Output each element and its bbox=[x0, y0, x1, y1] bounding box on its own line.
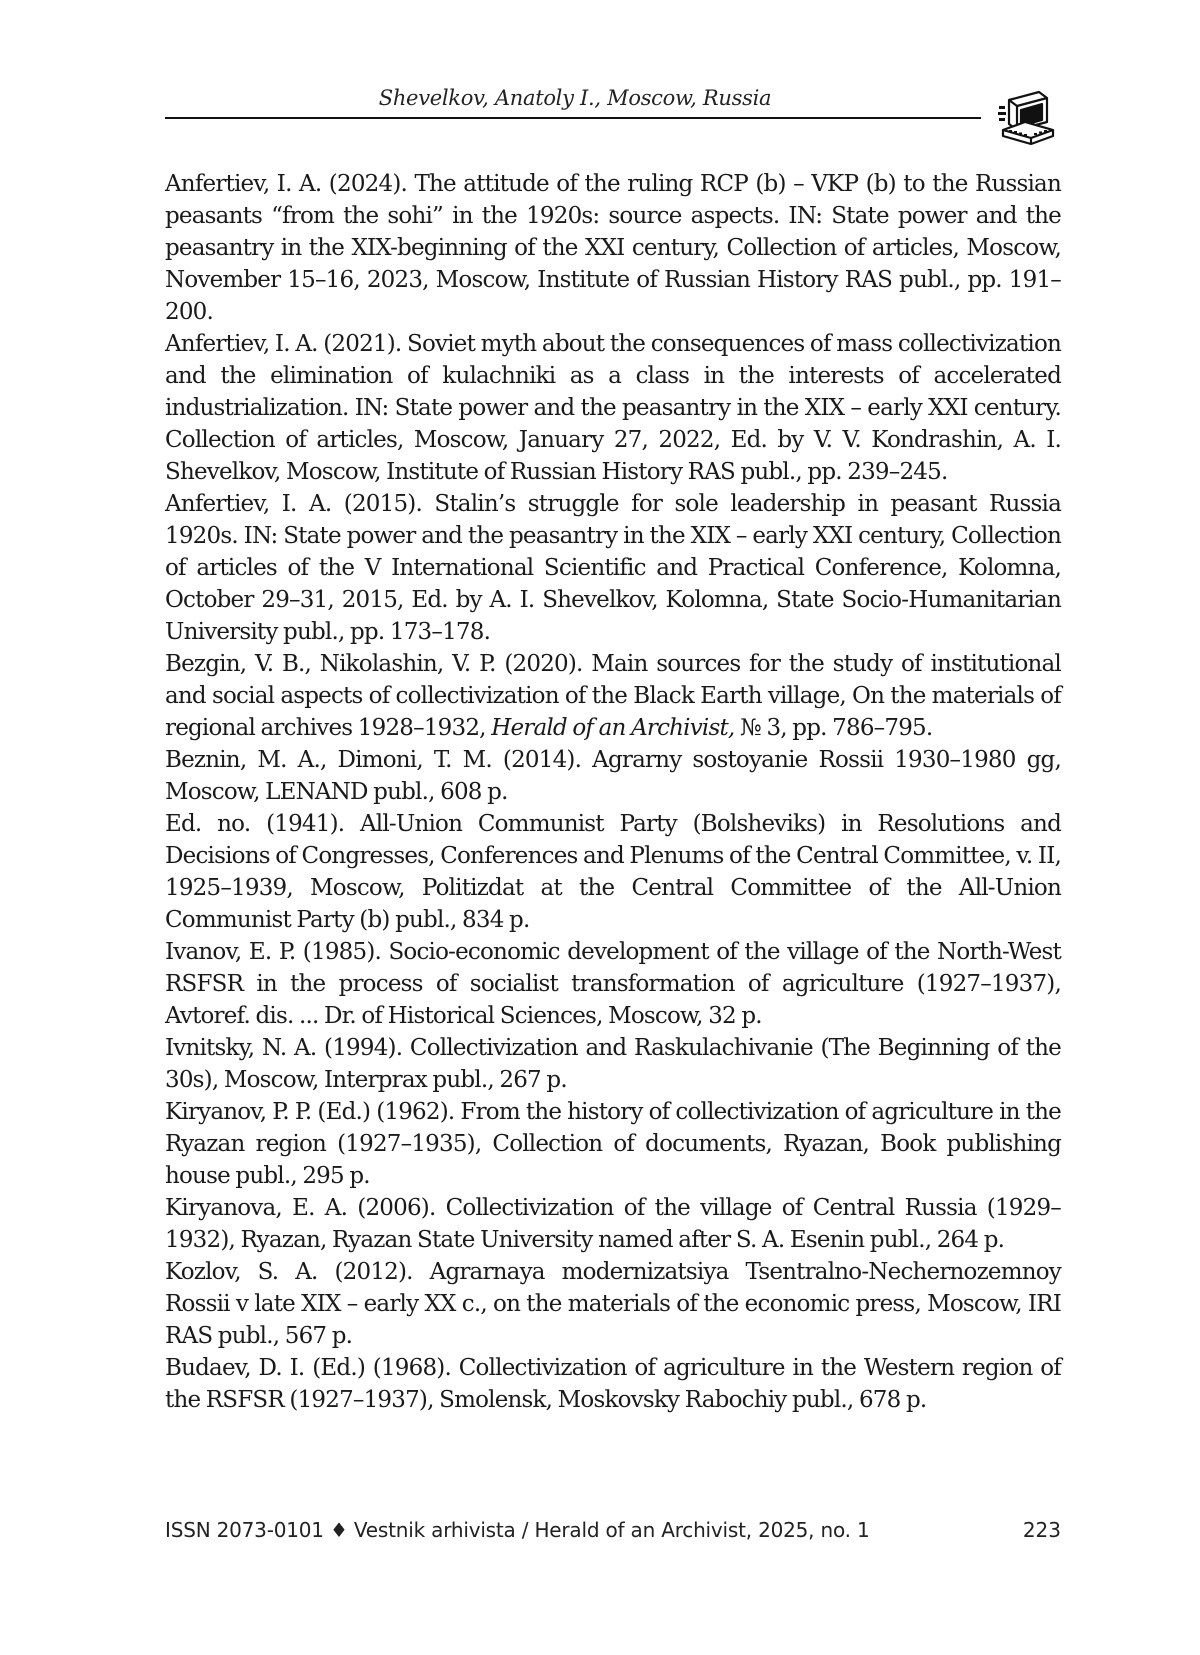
footer-issn-line: ISSN 2073-0101 ♦ Vestnik arhivista / Herald of an Archivist, 2025, no. 1 bbox=[165, 1518, 870, 1542]
reference-item bbox=[165, 648, 1061, 744]
reference-item: Anfertiev, I. A. (2015). Stalin’s struggle for sole leadership in peasant Russia 1920s. IN: State power and the peasantry in the XIX – early XXI century, Collection of articles of the V International Scientific and Practical Conference, Kolomna, October 29–31, 2015, Ed. by A. I. Shevelkov, Kolomna, State Socio-Humanitarian University publ., pp. 173–178. bbox=[165, 491, 1061, 645]
running-header: Shevelkov, Anatoly I., Moscow, Russia bbox=[378, 86, 772, 110]
reference-item: Kiryanov, P. P. (Ed.) (1962). From the history of collectivization of agriculture in the Ryazan region (1927–1935), Collection of documents, Ryazan, Book publishing house publ., 295 p. bbox=[165, 1099, 1061, 1189]
reference-item: Beznin, M. A., Dimoni, T. M. (2014). Agrarny sostoyanie Rossii 1930–1980 gg, Moscow, LENAND publ., 608 p. bbox=[165, 747, 1061, 805]
archive-computer-logo-icon bbox=[995, 86, 1059, 150]
reference-text: № 3, pp. 786–795. bbox=[734, 715, 933, 741]
reference-item: Ed. no. (1941). All-Union Communist Party (Bolsheviks) in Resolutions and Decisions of Congresses, Conferences and Plenums of the Central Committee, v. II, 1925–1939, Moscow, Politizdat at the Central Committee of the All-Union Communist Party (b) publ., 834 p. bbox=[165, 811, 1061, 933]
reference-item: Anfertiev, I. A. (2021). Soviet myth about the consequences of mass collectivization and the elimination of kulachniki as a class in the interests of accelerated industrialization. IN: State power and the peasantry in the XIX – early XXI century. Collection of articles, Moscow, January 27, 2022, Ed. by V. V. Kondrashin, A. I. Shevelkov, Moscow, Institute of Russian History RAS publ., pp. 239–245. bbox=[165, 331, 1061, 485]
reference-text: Bezgin, V. B., Nikolashin, V. P. (2020). Main sources for the study of institutional and social aspects of collectivization of the Black Earth village, On the materials of regional archives 1928–1932, bbox=[165, 651, 1061, 741]
reference-item: Kiryanova, E. A. (2006). Collectivization of the village of Central Russia (1929–1932), Ryazan, Ryazan State University named after S. A. Esenin publ., 264 p. bbox=[165, 1195, 1061, 1253]
reference-list bbox=[165, 168, 1061, 1416]
reference-item: Ivnitsky, N. A. (1994). Collectivization and Raskulachivanie (The Beginning of the 30s), Moscow, Interprax publ., 267 p. bbox=[165, 1035, 1061, 1093]
page-number: 223 bbox=[1022, 1518, 1061, 1542]
journal-title: Herald of an Archivist, bbox=[491, 715, 735, 741]
header-rule bbox=[165, 117, 981, 119]
reference-item: Anfertiev, I. A. (2024). The attitude of the ruling RCP (b) – VKP (b) to the Russian peasants “from the sohi” in the 1920s: source aspects. IN: State power and the peasantry in the XIX-beginning of the XXI century, Collection of articles, Moscow, November 15–16, 2023, Moscow, Institute of Russian History RAS publ., pp. 191–200. bbox=[165, 171, 1061, 325]
reference-item: Ivanov, E. P. (1985). Socio-economic development of the village of the North-West RSFSR in the process of socialist transformation of agriculture (1927–1937), Avtoref. dis. ... Dr. of Historical Sciences, Moscow, 32 p. bbox=[165, 939, 1061, 1029]
reference-item: Budaev, D. I. (Ed.) (1968). Collectivization of agriculture in the Western region of the RSFSR (1927–1937), Smolensk, Moskovsky Rabochiy publ., 678 p. bbox=[165, 1355, 1061, 1413]
reference-item: Kozlov, S. A. (2012). Agrarnaya modernizatsiya Tsentralno-Nechernozemnoy Rossii v late XIX – early XX c., on the materials of the economic press, Moscow, IRI RAS publ., 567 p. bbox=[165, 1259, 1061, 1349]
